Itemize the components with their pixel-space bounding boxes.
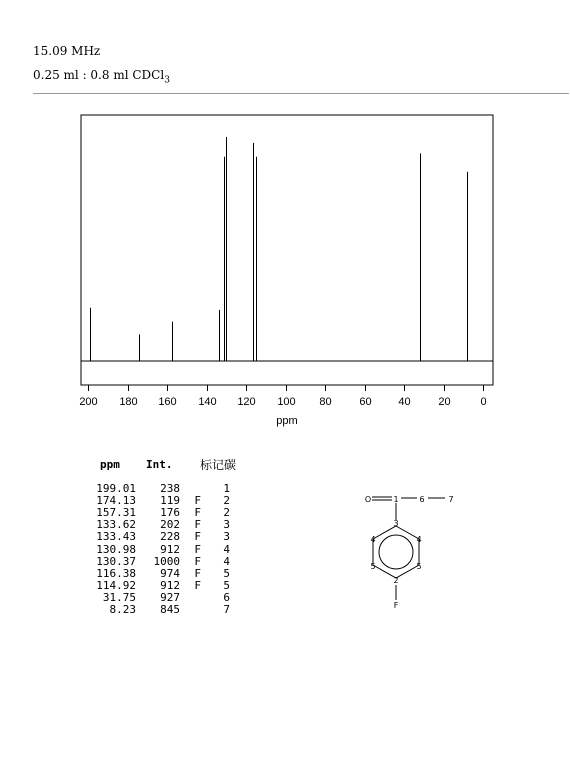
col-header-ppm: ppm bbox=[100, 458, 120, 471]
atom-c7: 7 bbox=[448, 495, 454, 504]
atom-f: F bbox=[393, 601, 399, 610]
cell-carbon: 3 bbox=[223, 518, 230, 532]
x-tick-label-7: 60 bbox=[359, 396, 372, 408]
cell-int: 1000 bbox=[153, 554, 180, 568]
x-tick-label-10: 0 bbox=[480, 396, 487, 408]
cell-flag: F bbox=[194, 518, 201, 532]
cell-ppm: 8.23 bbox=[109, 603, 136, 616]
cell-carbon: 2 bbox=[223, 506, 230, 520]
atom-c6: 6 bbox=[419, 495, 425, 504]
atom-c1: 1 bbox=[393, 495, 399, 504]
cell-carbon: 6 bbox=[223, 590, 230, 604]
cell-carbon: 4 bbox=[223, 542, 230, 556]
cell-int: 176 bbox=[160, 506, 180, 520]
x-tick-label-8: 40 bbox=[398, 396, 411, 408]
benzene-ring bbox=[373, 526, 422, 578]
x-tick-label-9: 20 bbox=[438, 396, 451, 408]
cell-ppm: 133.43 bbox=[96, 530, 136, 544]
cell-carbon: 7 bbox=[223, 603, 230, 616]
cell-int: 238 bbox=[160, 482, 180, 495]
col-header-int: Int. bbox=[146, 458, 173, 471]
cell-flag: F bbox=[194, 566, 201, 580]
cell-flag: F bbox=[194, 494, 201, 508]
cell-int: 912 bbox=[160, 578, 180, 592]
atom-c5-right: 5 bbox=[416, 562, 422, 571]
x-tick-label-5: 100 bbox=[277, 396, 296, 408]
cell-carbon: 1 bbox=[223, 482, 230, 495]
cell-ppm: 199.01 bbox=[96, 482, 136, 495]
cell-int: 202 bbox=[160, 518, 180, 532]
aromatic-circle bbox=[379, 535, 413, 569]
atom-c4-right: 4 bbox=[416, 535, 422, 544]
cell-ppm: 114.92 bbox=[96, 578, 136, 592]
cell-int: 974 bbox=[160, 566, 180, 580]
x-tick-label-1: 180 bbox=[119, 396, 138, 408]
solvent-subscript: 3 bbox=[164, 75, 170, 86]
cell-flag: F bbox=[194, 542, 201, 556]
cell-ppm: 130.37 bbox=[96, 554, 136, 568]
solvent-text: 0.25 ml : 0.8 ml CDCl bbox=[33, 68, 165, 82]
cell-ppm: 133.62 bbox=[96, 518, 136, 532]
cell-ppm: 116.38 bbox=[96, 566, 136, 580]
cell-flag: F bbox=[194, 530, 201, 544]
cell-flag: F bbox=[194, 554, 201, 568]
cell-ppm: 157.31 bbox=[96, 506, 136, 520]
cell-int: 845 bbox=[160, 603, 180, 616]
peak-group bbox=[91, 137, 468, 361]
cell-int: 927 bbox=[160, 590, 180, 604]
cell-ppm: 174.13 bbox=[96, 494, 136, 508]
spectrometer-frequency: 15.09 MHz bbox=[33, 44, 101, 58]
x-tick-label-6: 80 bbox=[319, 396, 332, 408]
cell-flag: F bbox=[194, 578, 201, 592]
atom-c5-left: 5 bbox=[370, 562, 376, 571]
molecule-structure bbox=[350, 482, 480, 622]
x-tick-label-0: 200 bbox=[79, 396, 98, 408]
cell-int: 912 bbox=[160, 542, 180, 556]
cell-ppm: 130.98 bbox=[96, 542, 136, 556]
cell-int: 119 bbox=[160, 494, 180, 508]
cell-carbon: 4 bbox=[223, 554, 230, 568]
cell-int: 228 bbox=[160, 530, 180, 544]
cell-carbon: 5 bbox=[223, 566, 230, 580]
atom-c4-left: 4 bbox=[370, 535, 376, 544]
cell-carbon: 5 bbox=[223, 578, 230, 592]
cell-carbon: 3 bbox=[223, 530, 230, 544]
cell-carbon: 2 bbox=[223, 494, 230, 508]
x-tick-label-4: 120 bbox=[237, 396, 256, 408]
atom-o: O bbox=[364, 495, 372, 504]
x-axis-label: ppm bbox=[276, 415, 298, 427]
atom-c2: 2 bbox=[393, 576, 399, 585]
x-tick-label-3: 140 bbox=[198, 396, 217, 408]
col-header-assignment: 标记碳 bbox=[200, 458, 237, 472]
plot-frame bbox=[81, 115, 493, 385]
x-tick-label-2: 160 bbox=[158, 396, 177, 408]
atom-c3: 3 bbox=[393, 519, 399, 528]
x-axis bbox=[79, 385, 486, 408]
cell-flag: F bbox=[194, 506, 201, 520]
cell-ppm: 31.75 bbox=[102, 590, 136, 604]
